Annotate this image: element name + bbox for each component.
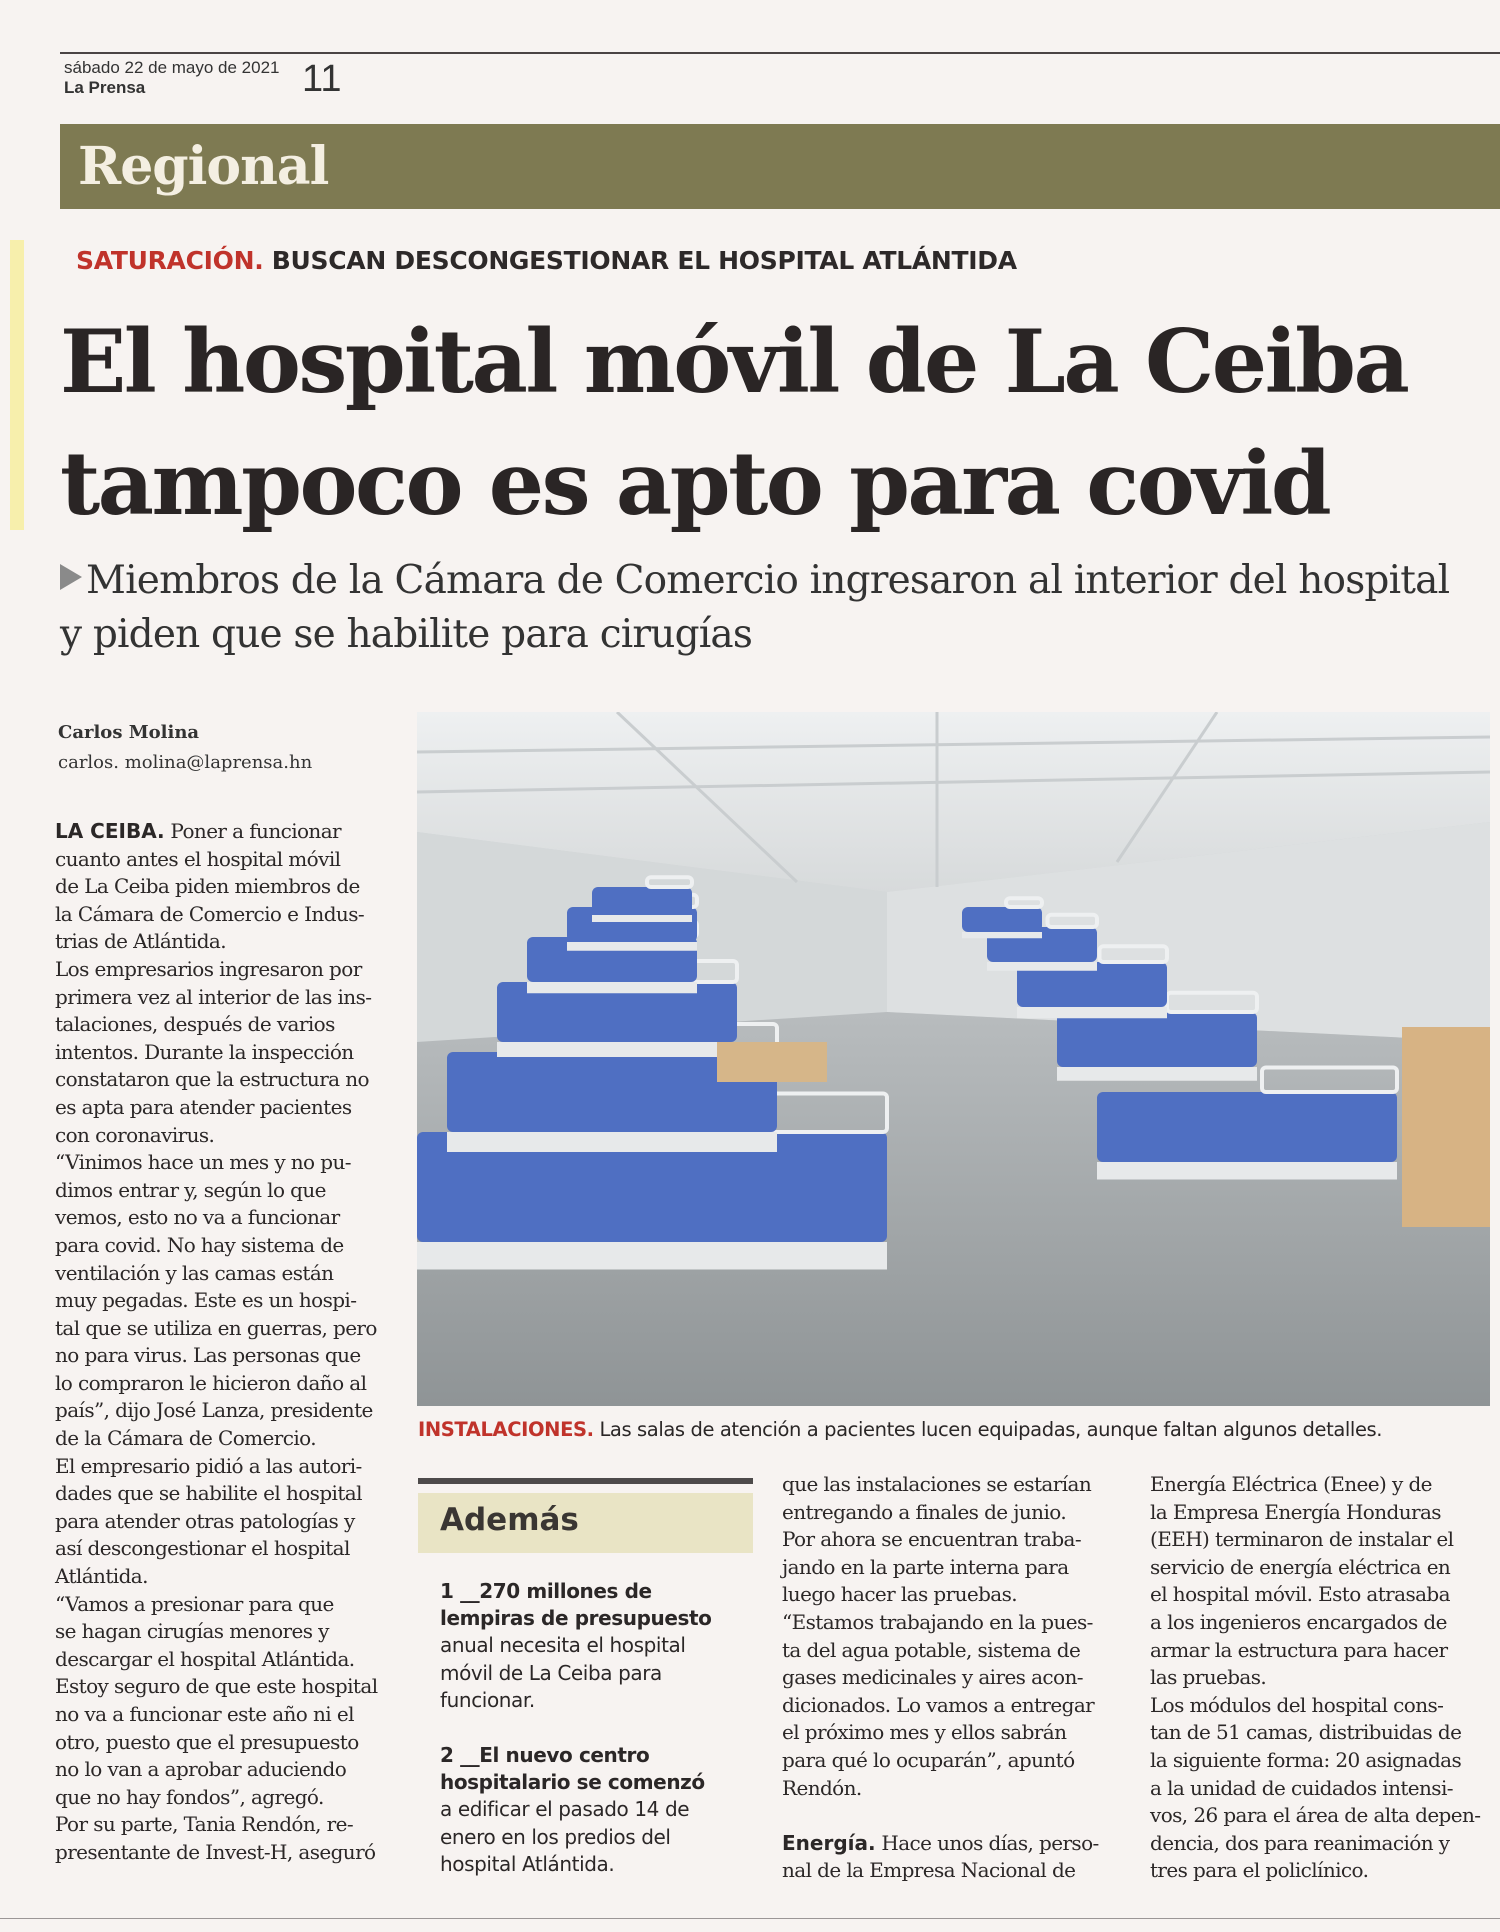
bed-frame	[1017, 1007, 1167, 1018]
body-line: dencia, dos para reanimación y	[1150, 1830, 1450, 1855]
body-line: tan de 51 camas, distribuidas de	[1150, 1720, 1462, 1745]
photo-caption	[418, 1418, 1382, 1441]
article-column-4	[1150, 1471, 1490, 1885]
body-line: que las instalaciones se estarían	[782, 1472, 1092, 1496]
body-line: El empresario pidió a las autori-	[55, 1453, 362, 1478]
byline-email[interactable]: carlos. molina@laprensa.hn	[58, 752, 313, 773]
body-line: el hospital móvil. Esto atrasaba	[1150, 1582, 1450, 1607]
body-line: “Estamos trabajando en la pues-	[782, 1609, 1093, 1634]
body-line: Los módulos del hospital cons-	[1150, 1692, 1444, 1717]
body-line: la Cámara de Comercio e Indus-	[55, 901, 365, 926]
header-rule	[60, 52, 1500, 54]
body-line: ta del agua potable, sistema de	[782, 1637, 1081, 1662]
body-line: talaciones, después de varios	[55, 1012, 335, 1037]
body-line: el próximo mes y ellos sabrán	[782, 1720, 1067, 1745]
byline-author: Carlos Molina	[58, 722, 200, 743]
bed-mattress	[962, 907, 1042, 932]
ademas-item-bold: 2 __El nuevo centro	[440, 1743, 650, 1767]
article-column-1	[55, 818, 395, 1867]
body-line: así descongestionar el hospital	[55, 1536, 350, 1561]
body-line: Por ahora se encuentran traba-	[782, 1527, 1082, 1552]
body-line: descargar el hospital Atlántida.	[55, 1646, 355, 1671]
body-line: muy pegadas. Este es un hospi-	[55, 1288, 357, 1313]
body-line: para covid. No hay sistema de	[55, 1232, 344, 1257]
play-arrow-icon	[60, 564, 82, 590]
lead-in: Energía.	[782, 1830, 876, 1855]
body-line: no lo van a aprobar aduciendo	[55, 1757, 347, 1782]
ademas-item-text: móvil de La Ceiba para	[440, 1660, 662, 1685]
body-line: tres para el policlínico.	[1150, 1858, 1369, 1883]
body-line: entregando a finales de junio.	[782, 1499, 1067, 1524]
body-line: la siguiente forma: 20 asignadas	[1150, 1747, 1462, 1772]
highlighter-mark	[10, 240, 24, 530]
body-line: Estoy seguro de que este hospital	[55, 1674, 378, 1699]
body-line: Energía Eléctrica (Enee) y de	[1150, 1472, 1432, 1496]
body-line: no va a funcionar este año ni el	[55, 1702, 354, 1726]
bed-frame	[987, 962, 1097, 971]
body-line: es apta para atender pacientes	[55, 1094, 352, 1119]
ademas-item-text: anual necesita el hospital	[440, 1633, 686, 1658]
body-line: “Vinimos hace un mes y no pu-	[55, 1150, 351, 1175]
body-line: de la Cámara de Comercio.	[55, 1426, 316, 1451]
bed-frame	[447, 1132, 777, 1152]
body-line: dicionados. Lo vamos a entregar	[782, 1692, 1095, 1717]
box-on-table	[717, 1042, 827, 1082]
newspaper-name: La Prensa	[64, 78, 146, 97]
ademas-item-bold: 1 __270 millones de	[440, 1579, 652, 1603]
body-line: otro, puesto que el presupuesto	[55, 1729, 359, 1754]
body-line: vos, 26 para el área de alta depen-	[1150, 1803, 1481, 1828]
body-line: Por su parte, Tania Rendón, re-	[55, 1812, 354, 1837]
body-line: se hagan cirugías menores y	[55, 1619, 329, 1644]
body-line: para atender otras patologías y	[55, 1508, 355, 1533]
ademas-item-bold: lempiras de presupuesto	[440, 1606, 712, 1631]
body-line: nal de la Empresa Nacional de	[782, 1858, 1076, 1883]
body-line: tal que se utiliza en guerras, pero	[55, 1315, 377, 1340]
headline-line-1: El hospital móvil de La Ceiba	[60, 310, 1408, 413]
bed-frame	[592, 915, 692, 922]
body-line: las pruebas.	[1150, 1665, 1267, 1690]
bed-frame	[417, 1242, 887, 1270]
subhead-line-2: y piden que se habilite para cirugías	[60, 612, 753, 657]
body-line: primera vez al interior de las ins-	[55, 984, 372, 1009]
body-line: dades que se habilite el hospital	[55, 1481, 362, 1506]
bed-frame	[497, 1042, 737, 1057]
bed-mattress	[592, 887, 692, 915]
page-number: 11	[302, 58, 342, 100]
body-line-text: Poner a funcionar	[164, 819, 342, 843]
body-line-text: Hace unos días, perso-	[875, 1830, 1099, 1855]
body-line: servicio de energía eléctrica en	[1150, 1554, 1451, 1579]
body-line	[782, 1830, 1122, 1858]
kicker	[76, 246, 1017, 275]
body-line: con coronavirus.	[55, 1122, 215, 1147]
bed-mattress	[1057, 1012, 1257, 1067]
body-line	[55, 818, 395, 846]
body-line: (EEH) terminaron de instalar el	[1150, 1527, 1454, 1552]
ademas-rule	[418, 1478, 753, 1484]
subhead-text-1: Miembros de la Cámara de Comercio ingresaron al interior del hospital	[86, 558, 1450, 603]
ademas-item-bold: hospitalario se comenzó	[440, 1770, 705, 1795]
body-line: constataron que la estructura no	[55, 1067, 369, 1092]
body-line: a la unidad de cuidados intensi-	[1150, 1775, 1453, 1800]
page-bottom-rule	[0, 1918, 1500, 1919]
hospital-ward-photo	[417, 712, 1490, 1406]
body-line: para qué lo ocuparán”, apuntó	[782, 1747, 1075, 1772]
body-line: dimos entrar y, según lo que	[55, 1177, 326, 1202]
body-line: intentos. Durante la inspección	[55, 1039, 354, 1064]
body-line: cuanto antes el hospital móvil	[55, 846, 341, 871]
headline-line-2: tampoco es apto para covid	[60, 432, 1330, 535]
bed-frame	[527, 982, 697, 993]
body-line: armar la estructura para hacer	[1150, 1637, 1448, 1662]
kicker-text: BUSCAN DESCONGESTIONAR EL HOSPITAL ATLÁNTIDA	[271, 246, 1017, 275]
ademas-item-text: a edificar el pasado 14 de	[440, 1797, 690, 1822]
body-line: que no hay fondos”, agregó.	[55, 1784, 324, 1809]
body-line: no para virus. Las personas que	[55, 1343, 361, 1368]
bed-frame	[1057, 1067, 1257, 1081]
ademas-item-1	[440, 1578, 740, 1714]
ademas-title: Además	[440, 1502, 579, 1538]
paragraph-gap	[782, 1802, 1122, 1830]
kicker-tag: SATURACIÓN.	[76, 246, 264, 275]
body-line: jando en la parte interna para	[782, 1554, 1069, 1579]
caption-tag: INSTALACIONES.	[418, 1418, 594, 1441]
body-line: trias de Atlántida.	[55, 929, 226, 954]
lead-in: LA CEIBA.	[55, 819, 165, 843]
bed-frame	[1097, 1162, 1397, 1180]
body-line: gases medicinales y aires acon-	[782, 1665, 1083, 1690]
body-line: Los empresarios ingresaron por	[55, 956, 362, 981]
bed-mattress	[1097, 1092, 1397, 1162]
subhead-line-1	[60, 558, 1449, 603]
body-line: presentante de Invest-H, aseguró	[55, 1839, 376, 1864]
ademas-item-text: hospital Atlántida.	[440, 1851, 615, 1876]
body-line: Rendón.	[782, 1775, 862, 1800]
body-line: la Empresa Energía Honduras	[1150, 1499, 1441, 1524]
ademas-item-text: enero en los predios del	[440, 1824, 671, 1849]
body-line: lo compraron le hicieron daño al	[55, 1370, 367, 1395]
issue-date: sábado 22 de mayo de 2021	[64, 58, 280, 77]
bed-frame	[567, 942, 697, 951]
body-line: ventilación y las camas están	[55, 1260, 334, 1285]
section-title: Regional	[78, 136, 329, 197]
body-line: vemos, esto no va a funcionar	[55, 1205, 340, 1230]
body-line: a los ingenieros encargados de	[1150, 1609, 1447, 1634]
article-column-3	[782, 1471, 1122, 1885]
body-line: de La Ceiba piden miembros de	[55, 874, 360, 899]
caption-text: Las salas de atención a pacientes lucen equipadas, aunque faltan algunos detalles.	[593, 1418, 1383, 1441]
body-line: país”, dijo José Lanza, presidente	[55, 1398, 373, 1423]
body-line: “Vamos a presionar para que	[55, 1591, 334, 1616]
ademas-item-text: funcionar.	[440, 1687, 535, 1712]
body-line: luego hacer las pruebas.	[782, 1582, 1018, 1607]
ademas-item-2	[440, 1742, 740, 1878]
body-line: Atlántida.	[55, 1564, 148, 1589]
bed-frame	[962, 932, 1042, 938]
